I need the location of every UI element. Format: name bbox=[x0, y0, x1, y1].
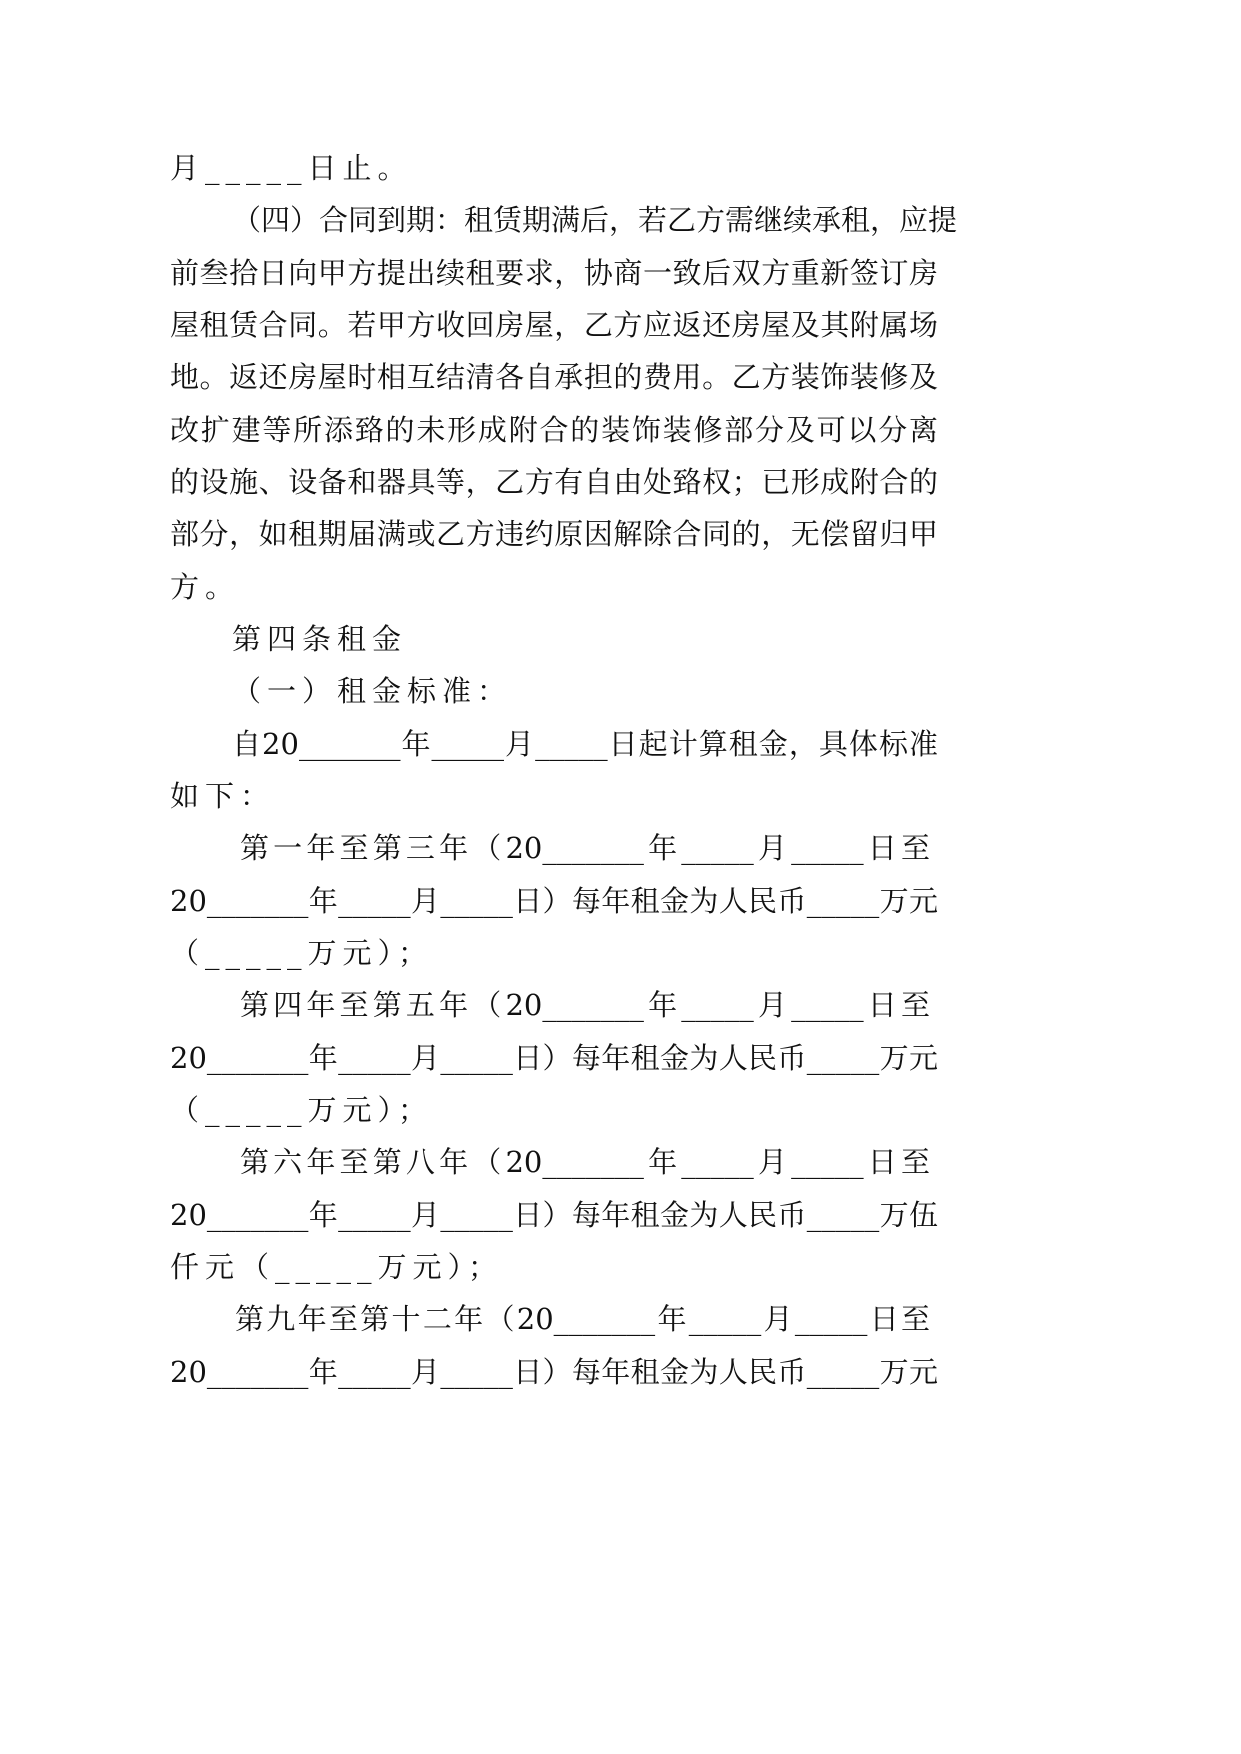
section-heading: 第四条租金 bbox=[232, 622, 408, 656]
text-line-14: 第一年至第三年（20_______年_____月_____日至 bbox=[240, 831, 930, 865]
text-line-3: 前叁拾日向甲方提出续租要求，协商一致后双方重新签订房 bbox=[170, 256, 938, 290]
text-line-13: 如下： bbox=[170, 779, 276, 813]
text-line-23: 第九年至第十二年（20_______年_____月_____日至 bbox=[235, 1302, 930, 1336]
text-line-17: 第四年至第五年（20_______年_____月_____日至 bbox=[240, 988, 930, 1022]
text-line-16: （_____万元）； bbox=[170, 936, 434, 970]
text-line-19: （_____万元）； bbox=[170, 1093, 434, 1127]
text-line-6: 改扩建等所添臵的未形成附合的装饰装修部分及可以分离 bbox=[170, 413, 938, 447]
text-line-11: （一）租金标准： bbox=[232, 674, 513, 708]
text-line-20: 第六年至第八年（20_______年_____月_____日至 bbox=[240, 1145, 930, 1179]
text-line-7: 的设施、设备和器具等，乙方有自由处臵权；已形成附合的 bbox=[170, 465, 938, 499]
text-line-5: 地。返还房屋时相互结清各自承担的费用。乙方装饰装修及 bbox=[170, 360, 938, 394]
text-line-24: 20_______年_____月_____日）每年租金为人民币_____万元 bbox=[170, 1355, 938, 1389]
text-line-9: 方。 bbox=[170, 570, 241, 604]
text-line-22: 仟元（_____万元）； bbox=[170, 1250, 504, 1284]
text-line-1: 月_____日止。 bbox=[170, 151, 413, 185]
text-line-12: 自20_______年_____月_____日起计算租金，具体标准 bbox=[232, 727, 938, 761]
text-line-18: 20_______年_____月_____日）每年租金为人民币_____万元 bbox=[170, 1041, 938, 1075]
text-line-8: 部分，如租期届满或乙方违约原因解除合同的，无偿留归甲 bbox=[170, 517, 938, 551]
text-line-2: （四）合同到期：租赁期满后，若乙方需继续承租，应提 bbox=[232, 203, 958, 237]
text-line-21: 20_______年_____月_____日）每年租金为人民币_____万伍 bbox=[170, 1198, 938, 1232]
text-line-15: 20_______年_____月_____日）每年租金为人民币_____万元 bbox=[170, 884, 938, 918]
text-line-4: 屋租赁合同。若甲方收回房屋，乙方应返还房屋及其附属场 bbox=[170, 308, 938, 342]
